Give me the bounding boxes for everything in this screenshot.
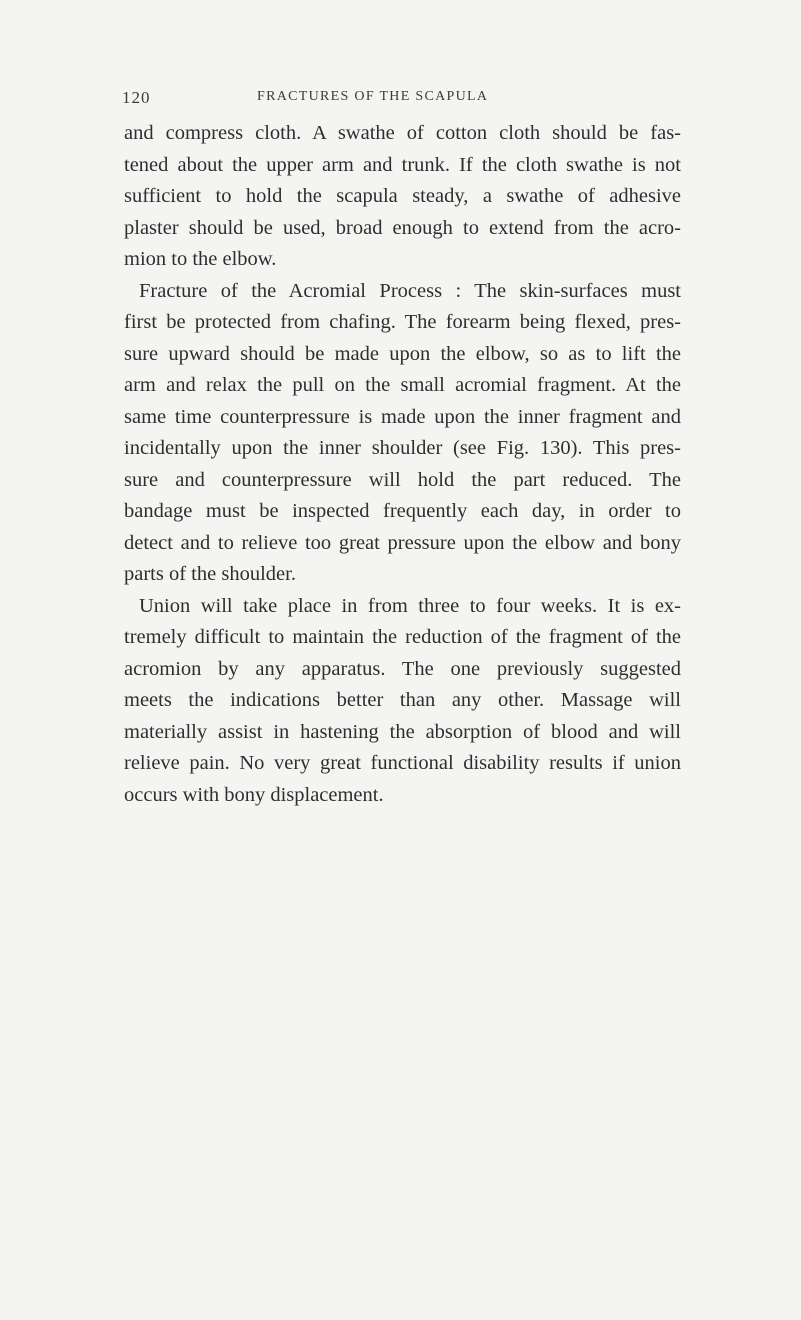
text-line: meets the indications better than any other. Massage will [124,689,681,711]
text-line: same time counterpressure is made upon the inner fragment and [124,405,681,428]
text-line: tremely difficult to maintain the reduction of the fragment of the [124,626,681,648]
page-number: 120 [122,88,151,107]
text-line: arm and relax the pull on the small acromial fragment. At the [124,374,681,396]
text-line: Union will take place in from three to four weeks. It is ex- [139,594,681,617]
running-title: FRACTURES OF THE SCAPULA [257,89,489,104]
text-line: mion to the elbow. [124,248,277,270]
paragraph-continuation [124,118,681,276]
text-line: sufficient to hold the scapula steady, a swathe of adhesive [124,185,681,207]
text-line: plaster should be used, broad enough to extend from the acro- [124,216,681,239]
paragraph-acromial-process [124,276,681,591]
text-line: tened about the upper arm and trunk. If the cloth swathe is not [124,153,681,176]
text-line: sure and counterpressure will hold the part reduced. The [124,468,681,491]
text-line: Fracture of the Acromial Process : The skin-surfaces must [139,279,681,302]
text-line: parts of the shoulder. [124,563,296,585]
text-line: detect and to relieve too great pressure upon the elbow and bony [124,531,681,554]
text-line: incidentally upon the inner shoulder (see Fig. 130). This pres- [124,437,681,459]
running-head [122,88,682,110]
paragraph-union [124,591,681,812]
text-line: and compress cloth. A swathe of cotton cloth should be fas- [124,122,681,144]
text-line: sure upward should be made upon the elbow, so as to lift the [124,342,681,365]
text-line: relieve pain. No very great functional disability results if union [124,752,681,774]
text-line: materially assist in hastening the absorption of blood and will [124,720,681,743]
body-text [124,118,681,811]
text-line: first be protected from chafing. The forearm being flexed, pres- [124,311,681,333]
text-line: acromion by any apparatus. The one previously suggested [124,657,681,680]
text-line: occurs with bony displacement. [124,783,384,806]
text-line: bandage must be inspected frequently each day, in order to [124,500,681,522]
